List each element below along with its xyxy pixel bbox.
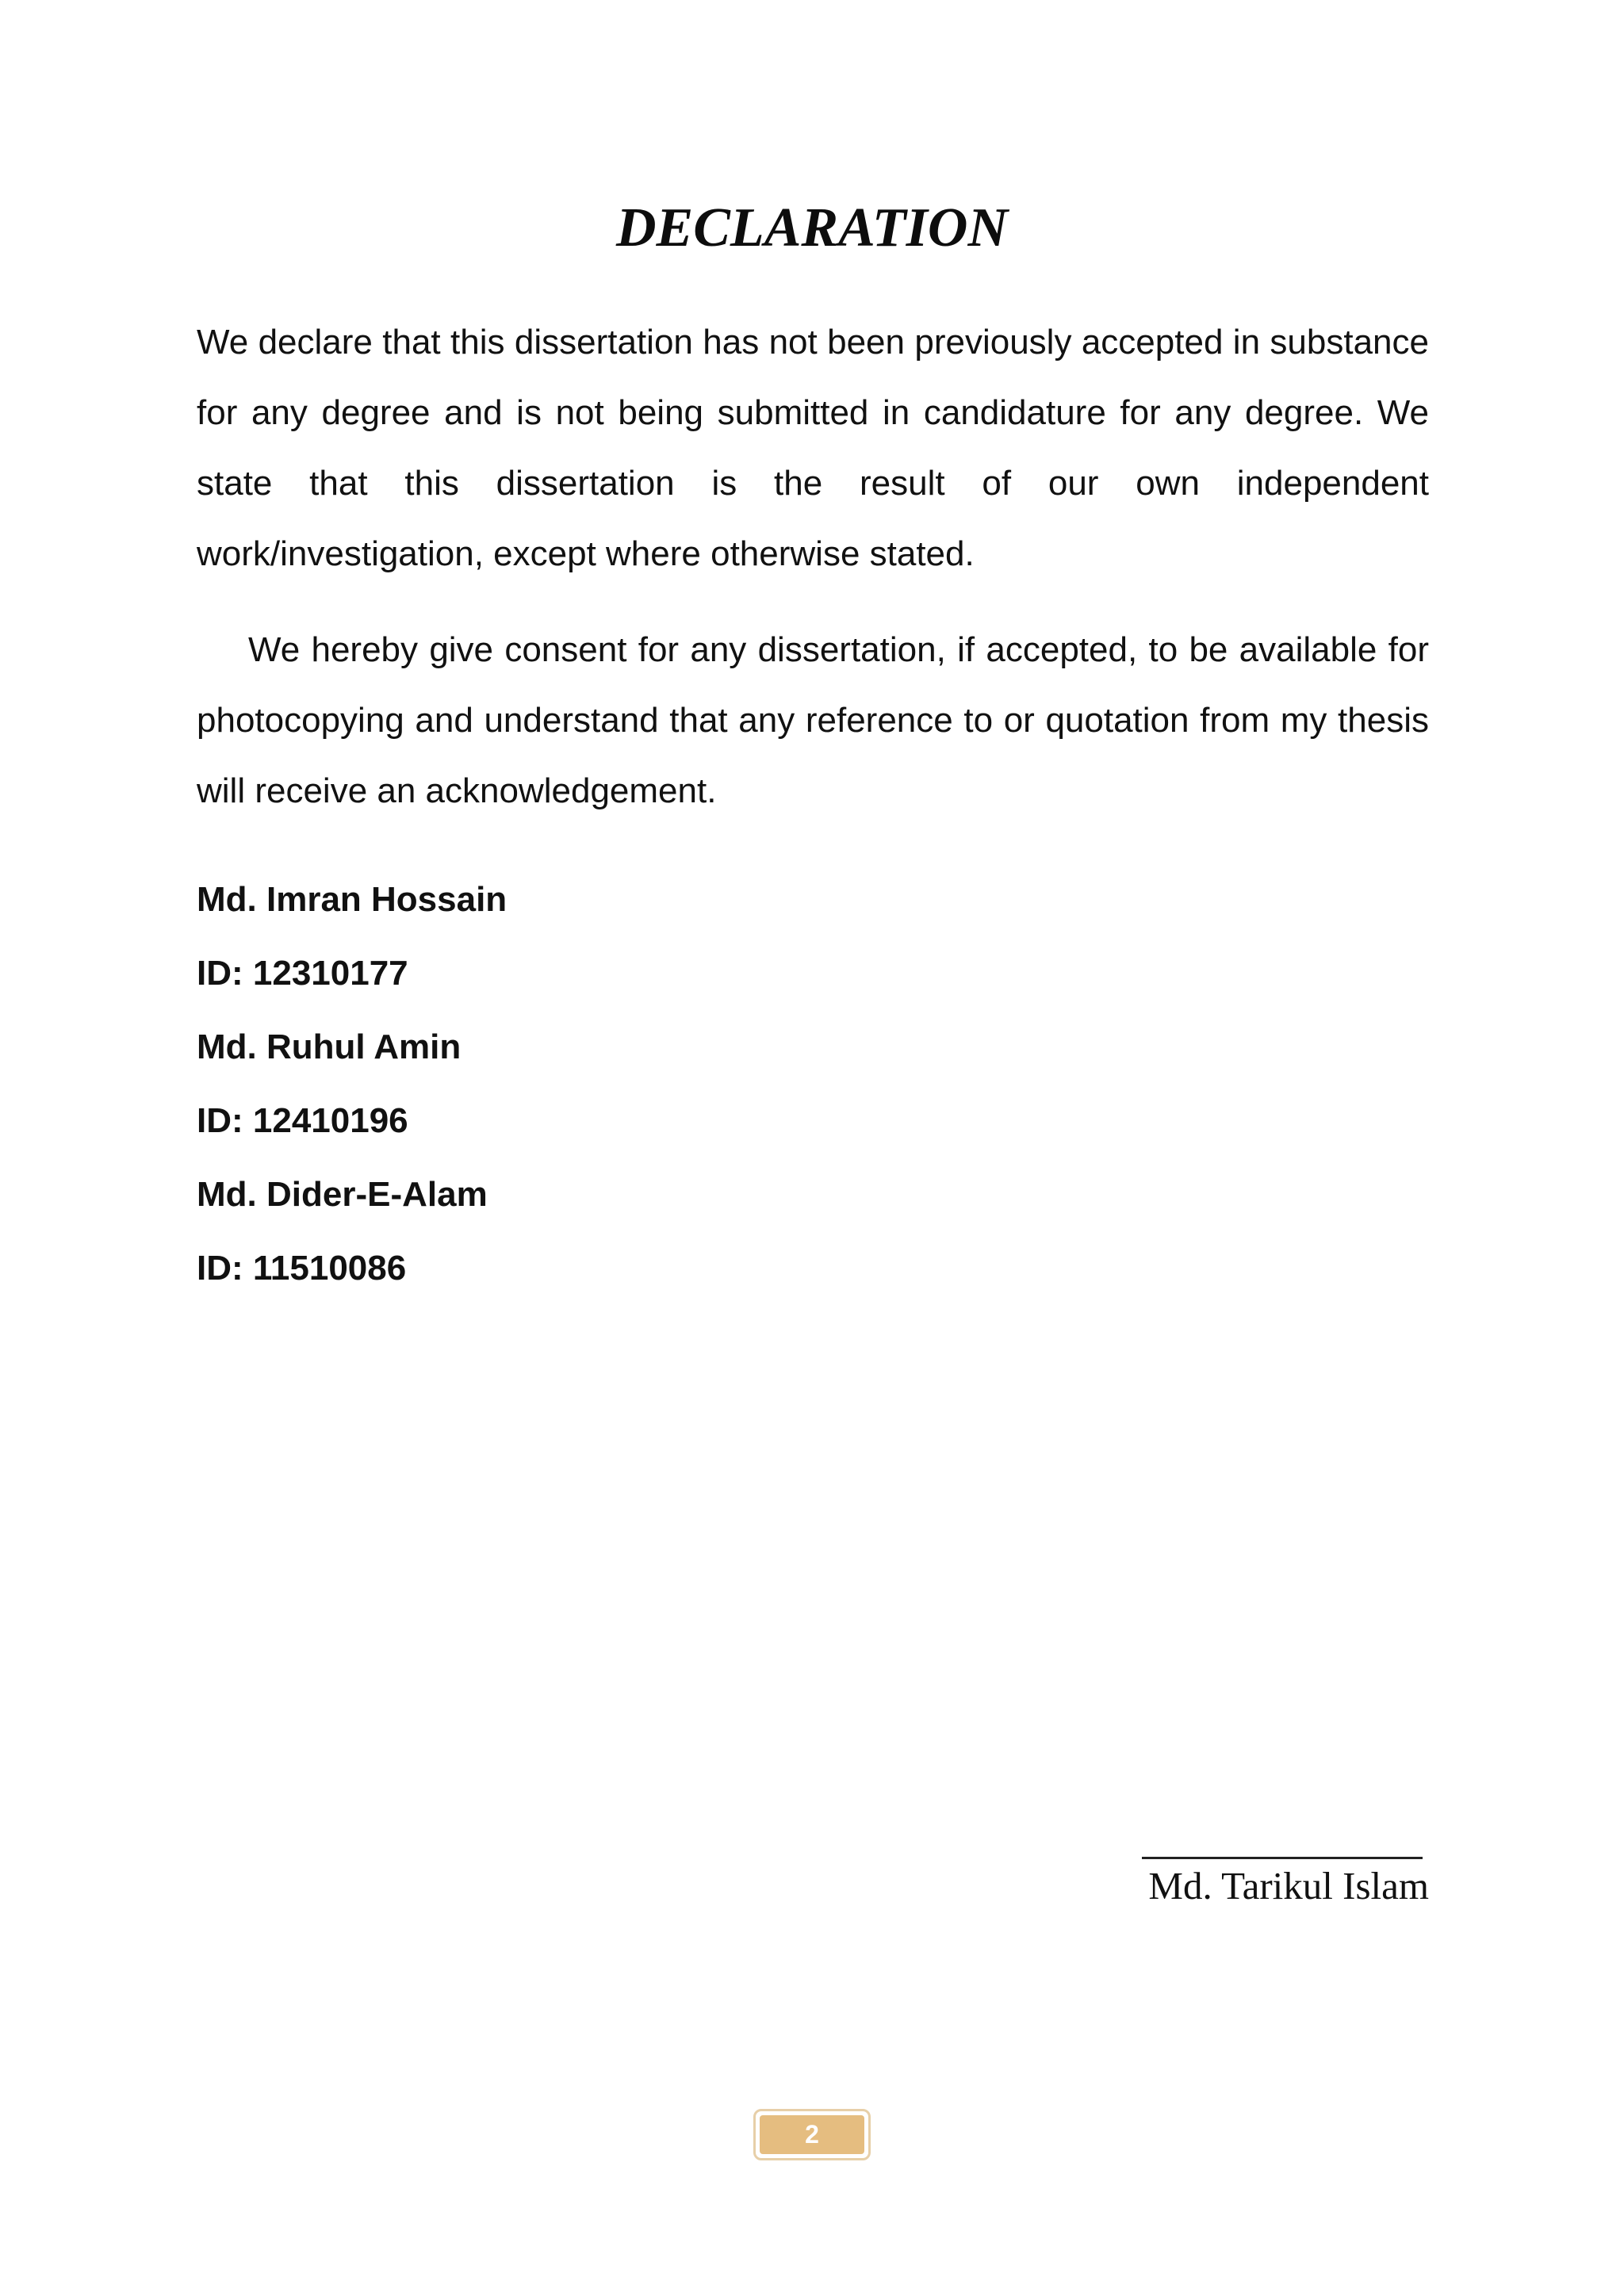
author-id: ID: 11510086 [197,1249,407,1288]
declaration-paragraph-1: We declare that this dissertation has not been previously accepted in substance for any degree and is not being submitted in candidature for any degree. We state that this dissertation is the result of our own independent work/investigation, except where otherwise stated. [197,323,1429,573]
author-id: ID: 12410196 [197,1101,408,1140]
signatory-name: Md. Tarikul Islam [1148,1864,1429,1908]
page-title: DECLARATION [616,197,1008,258]
signature-line [1142,1857,1423,1859]
author-name: Md. Dider-E-Alam [197,1175,488,1214]
page-number-badge [753,2109,871,2160]
page-number: 2 [760,2115,864,2154]
author-list [197,863,910,1305]
author-name: Md. Ruhul Amin [197,1027,462,1066]
author-name: Md. Imran Hossain [197,880,508,919]
author-id: ID: 12310177 [197,954,408,993]
declaration-paragraph-2: We hereby give consent for any dissertation, if accepted, to be available for photocopying and understand that any reference to or quotation from my thesis will receive an acknowledgement. [197,630,1429,810]
